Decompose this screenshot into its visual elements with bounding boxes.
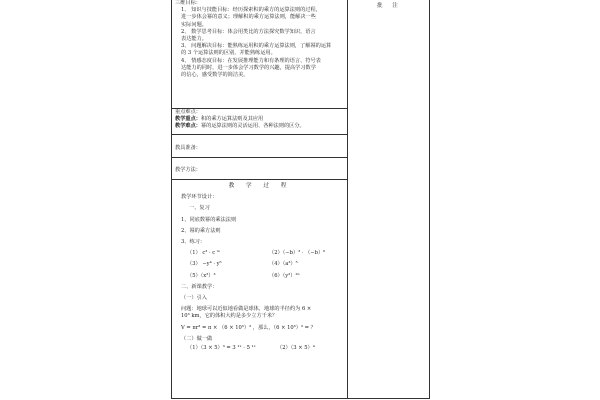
- preparation-label: 教具准备：: [175, 145, 201, 151]
- review-item: 1、同底数幂的乘法法则: [181, 216, 237, 223]
- column-divider: [347, 0, 348, 399]
- objective-line: 的信心，感受数学的简洁美。: [181, 72, 249, 79]
- objective-line: 1、 知识与技能目标：经历探索积的乘方的运算法则的过程，: [181, 7, 321, 14]
- problem-line: 问题：地球可以近似地看做是球体，地球的半径约为 6 ×: [181, 306, 312, 313]
- try-heading: （二）做一做: [181, 335, 213, 342]
- exercise-item: （5）（x²）³: [187, 272, 216, 279]
- exercise-item: （2）（−b）³ · （−b）⁶: [269, 250, 326, 257]
- formula-line: V = πr³ = π × （6 × 10³）³ ，那么，（6 × 10³）³ = ？: [181, 324, 316, 331]
- practice-label: 3、练习：: [181, 239, 206, 246]
- key-points-cell: [175, 109, 345, 131]
- try-item: （2）（3 × 5）⁴: [277, 345, 315, 352]
- objective-line: 4、 情感态度目标：在发展推理能力和有条理的语言、符号表: [181, 57, 321, 64]
- row-divider: [172, 157, 347, 158]
- objective-line: 2、 数学思考目标：体会用类比的方法探究数学知识，语言: [181, 28, 316, 35]
- process-title: 教 学 过 程: [228, 183, 292, 189]
- try-row: [175, 345, 345, 352]
- objective-line: 的 3 个运算法则的区别，并能熟练运用。: [181, 50, 276, 57]
- methods-cell: [175, 167, 345, 174]
- row-divider: [172, 134, 347, 135]
- exercise-item: （4）（a³）⁵: [269, 261, 298, 268]
- exercise-item: （6）（y²）²ⁿ: [269, 272, 300, 279]
- new-lesson-heading: 二、新课教学：: [181, 283, 218, 290]
- process-cell: [175, 183, 345, 352]
- methods-label: 教学方法：: [175, 167, 201, 173]
- design-label: 教学环节设计：: [181, 194, 218, 201]
- objective-line: 进一步体会幂的意义；理解积的乘方运算法则，能解决一些: [181, 14, 316, 21]
- key-points-title: 重点难点：: [175, 109, 201, 115]
- focus-text: 积的乘方运算法则及其应用: [200, 116, 264, 123]
- review-item: 2、幂的乘方法则: [181, 227, 221, 234]
- preparation-cell: [175, 145, 345, 152]
- difficulty-text: 幂的运算法则的灵活运用、各种法则的区分。: [200, 123, 305, 130]
- lesson-plan-table: [171, 0, 430, 399]
- problem-line: 10³ km，它的体积大约是多少立方千米？: [181, 313, 278, 320]
- objectives-cell: [175, 0, 345, 79]
- objective-line: 3、 问题解决目标：能熟练运用积的乘方运算法则，了解幂的运算: [181, 43, 332, 50]
- row-divider: [172, 179, 347, 180]
- review-heading: 一、复习: [189, 205, 210, 212]
- try-item: （1）（3 × 5）³ = 3 ¹ˣ · 5 ¹ˣ: [187, 345, 256, 352]
- exercise-row: [175, 250, 345, 257]
- objective-line: 实际问题。: [181, 21, 207, 28]
- exercise-item: （1） c³ · c ᵐ: [187, 250, 220, 257]
- exercise-row: [175, 261, 345, 268]
- annotation-column-header: 批 注: [377, 3, 402, 9]
- focus-label: 教学重点：: [175, 116, 201, 123]
- objectives-title: 三维目标：: [175, 0, 201, 6]
- exercise-item: （3） −y⁴ · y⁵: [187, 261, 222, 268]
- objective-line: 达能力的同时，进一步体会学习数学的兴趣，提高学习数学: [181, 64, 316, 71]
- exercise-row: [175, 273, 345, 280]
- objective-line: 表达能力。: [181, 36, 207, 43]
- intro-heading: （一）引入: [181, 295, 207, 302]
- difficulty-label: 教学难点：: [175, 123, 201, 130]
